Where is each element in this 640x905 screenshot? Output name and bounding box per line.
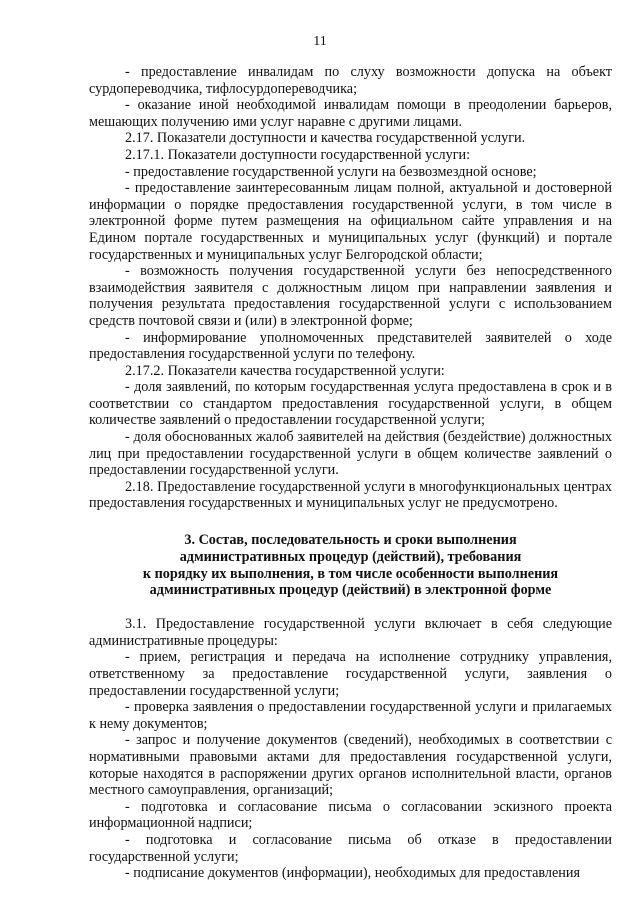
paragraph: - доля заявлений, по которым государственная услуга предоставлена в срок и в соответствии со стандартом предоставления государственной услуги, в общем количестве заявлений о предоставлении государственной услуги; xyxy=(89,379,612,429)
paragraph: - информирование уполномоченных представителей заявителей о ходе предоставления государственной услуги по телефону. xyxy=(89,329,612,363)
paragraph: - прием, регистрация и передача на исполнение сотруднику управления, ответственному за предоставление государственной услуги, заявления о предоставлении государственной услуги; xyxy=(89,649,612,699)
paragraph: 2.18. Предоставление государственной услуги в многофункциональных центрах предоставления государственных и муниципальных услуг не предусмотрено. xyxy=(89,478,612,512)
paragraph: - оказание иной необходимой инвалидам помощи в преодолении барьеров, мешающих получению ими услуг наравне с другими лицами. xyxy=(89,97,612,130)
page-number: 11 xyxy=(313,34,327,49)
paragraph: - доля обоснованных жалоб заявителей на действия (бездействие) должностных лиц при предоставлении государственной услуги в общем количестве заявлений о предоставлении государственной услуги. xyxy=(89,429,612,479)
paragraph: - запрос и получение документов (сведений), необходимых в соответствии с нормативными правовыми актами для предоставления государственной услуги, которые находятся в распоряжении других органов исполнительной власти, органов местного самоуправления, организаций; xyxy=(89,732,612,799)
paragraph: - предоставление государственной услуги на безвозмездной основе; xyxy=(125,163,537,180)
paragraph: 3.1. Предоставление государственной услуги включает в себя следующие административные процедуры: xyxy=(89,616,612,649)
section-heading-line: административных процедур (действий), требования xyxy=(179,548,522,565)
paragraph: - подписание документов (информации), необходимых для предоставления xyxy=(125,865,580,882)
paragraph: - предоставление инвалидам по слуху возможности допуска на объект сурдопереводчика, тифлосурдопереводчика; xyxy=(89,64,612,97)
section-heading xyxy=(89,532,612,599)
paragraph: - предоставление заинтересованным лицам полной, актуальной и достоверной информации о порядке предоставления государственной услуги, в том числе в электронной форме путем размещения на официальном сайте управления и на Едином портале государственных и муниципальных услуг (функций) и портале государственных и муниципальных услуг Белгородской области; xyxy=(89,180,612,263)
paragraph: - возможность получения государственной услуги без непосредственного взаимодействия заявителя с должностным лицом при направлении заявления и получения результата предоставления государственной услуги с использованием средств почтовой связи и (или) в электронной форме; xyxy=(89,263,612,329)
section-heading-line: 3. Состав, последовательность и сроки выполнения xyxy=(184,532,517,549)
section-heading-line: к порядку их выполнения, в том числе особенности выполнения xyxy=(142,565,559,582)
section-heading-line: административных процедур (действий) в электронной форме xyxy=(149,582,552,599)
paragraph: 2.17.1. Показатели доступности государственной услуги: xyxy=(125,146,471,163)
paragraph: - подготовка и согласование письма об отказе в предоставлении государственной услуги; xyxy=(89,831,612,865)
paragraph: 2.17. Показатели доступности и качества государственной услуги. xyxy=(125,130,526,147)
paragraph: 2.17.2. Показатели качества государственной услуги: xyxy=(125,362,445,379)
paragraph: - проверка заявления о предоставлении государственной услуги и прилагаемых к нему документов; xyxy=(89,699,612,732)
document-body xyxy=(89,64,612,882)
paragraph: - подготовка и согласование письма о согласовании эскизного проекта информационной надписи; xyxy=(89,798,612,832)
